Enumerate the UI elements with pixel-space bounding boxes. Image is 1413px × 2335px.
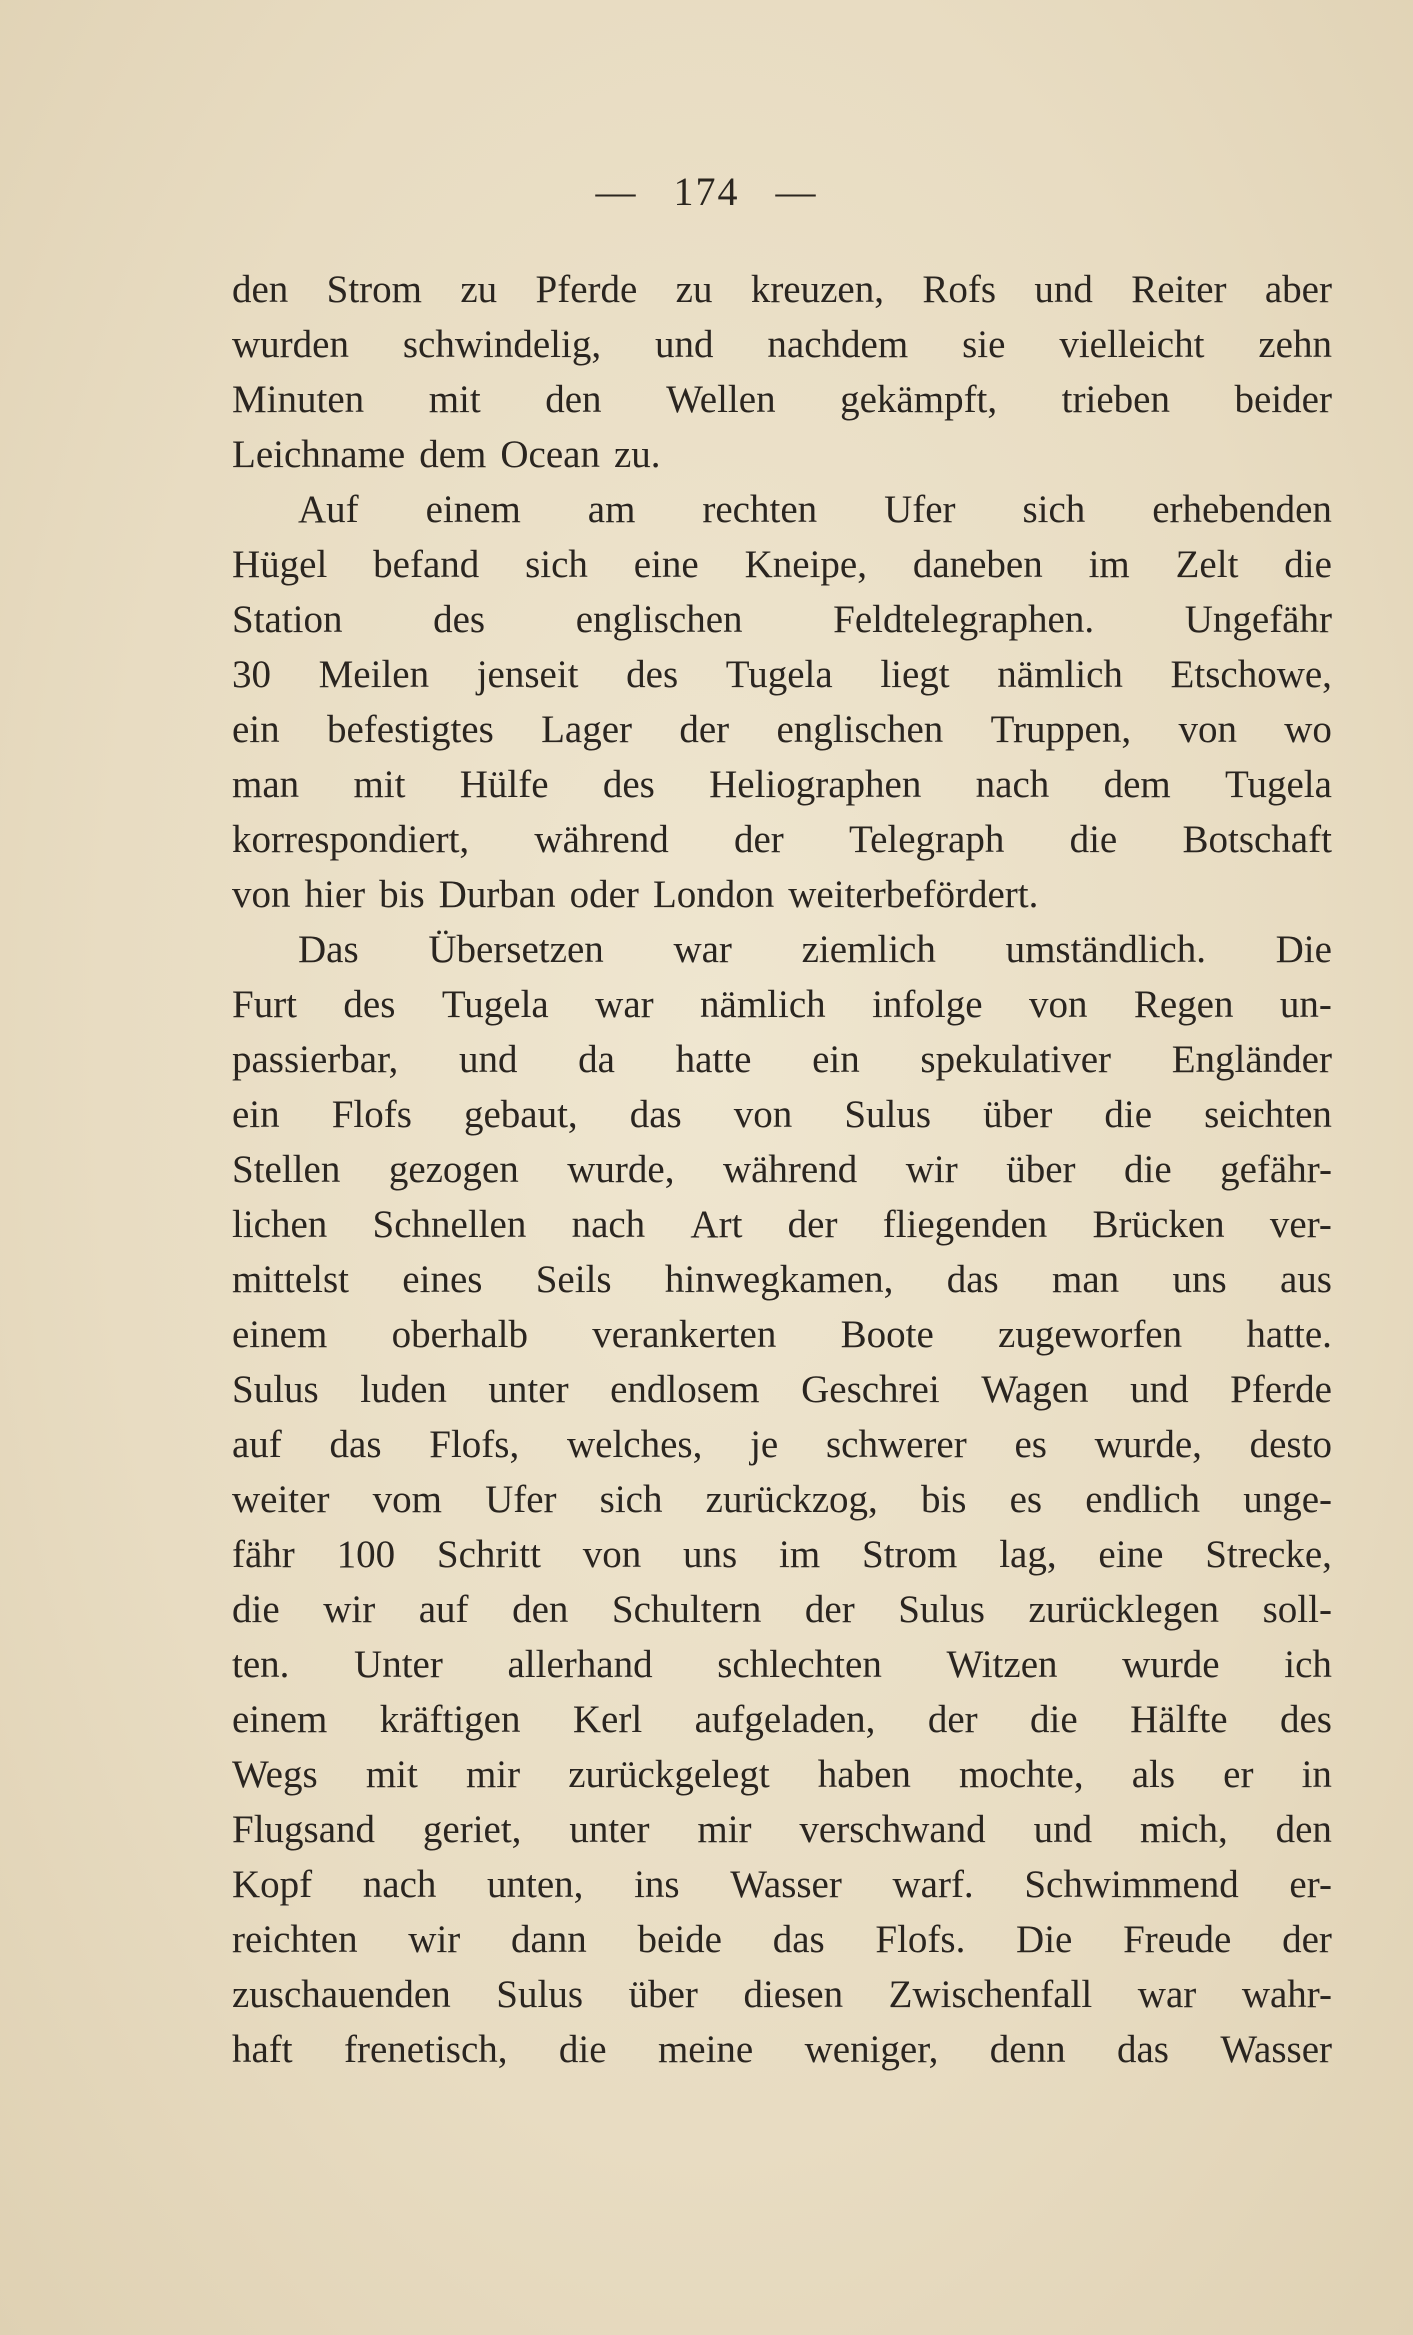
word: dem: [419, 433, 487, 476]
word: wo: [1284, 708, 1332, 751]
word: Schultern: [611, 1588, 762, 1631]
text-line: [232, 1527, 1332, 1582]
word: kräftigen: [379, 1698, 521, 1741]
text-line: [232, 1197, 1332, 1252]
word: Furt: [232, 983, 298, 1026]
word: Telegraph: [848, 818, 1005, 861]
word: ten.: [232, 1643, 290, 1686]
page-header: [0, 168, 1413, 215]
word: uns: [683, 1533, 738, 1576]
text-line: [232, 1747, 1332, 1802]
word: Engländer: [1171, 1038, 1332, 1081]
word: vielleicht: [1059, 323, 1205, 366]
word: Auf: [298, 488, 359, 531]
word: eine: [1098, 1533, 1164, 1576]
word: das: [772, 1918, 825, 1961]
text-line: [232, 647, 1332, 702]
word: Heliographen: [709, 763, 922, 806]
text-line: [232, 1417, 1332, 1472]
word: korrespondiert,: [232, 818, 470, 861]
word: ich: [1284, 1643, 1332, 1686]
word: über: [628, 1973, 698, 2016]
word: Hälfte: [1130, 1698, 1228, 1741]
word: welches,: [566, 1423, 703, 1466]
word: der: [927, 1698, 978, 1741]
word: Durban: [438, 873, 556, 916]
word: zurücklegen: [1028, 1588, 1220, 1631]
word: Wagen: [981, 1368, 1089, 1411]
word: beide: [637, 1918, 722, 1961]
word: unten,: [487, 1863, 584, 1906]
word: uns: [1172, 1258, 1227, 1301]
word: fähr: [232, 1533, 295, 1576]
word: dann: [511, 1918, 587, 1961]
word: unge-: [1243, 1478, 1332, 1521]
word: oberhalb: [391, 1313, 529, 1356]
word: passierbar,: [232, 1038, 399, 1081]
word: der: [733, 818, 784, 861]
word: wurde,: [567, 1148, 675, 1191]
word: un-: [1279, 983, 1332, 1026]
text-line: [232, 427, 1332, 482]
word: den: [1275, 1808, 1332, 1851]
word: Wegs: [232, 1753, 318, 1796]
word: daneben: [912, 543, 1043, 586]
word: zu.: [614, 433, 661, 476]
text-line: [232, 1802, 1332, 1857]
word: weiterbefördert.: [788, 873, 1039, 916]
word: hier: [304, 873, 366, 916]
word: als: [1131, 1753, 1176, 1796]
word: Kneipe,: [744, 543, 867, 586]
word: gezogen: [388, 1148, 519, 1191]
word: eine: [633, 543, 699, 586]
word: über: [983, 1093, 1053, 1136]
word: reichten: [232, 1918, 358, 1961]
word: kreuzen,: [750, 268, 884, 311]
word: Wasser: [730, 1863, 842, 1906]
word: hatte.: [1246, 1313, 1332, 1356]
word: ins: [634, 1863, 680, 1906]
word: mit: [353, 763, 406, 806]
word: Seils: [535, 1258, 612, 1301]
word: erhebenden: [1152, 488, 1332, 531]
word: Lager: [541, 708, 633, 751]
text-line: [232, 482, 1332, 537]
text-line: [232, 1307, 1332, 1362]
word: Pferde: [1230, 1368, 1332, 1411]
word: befestigtes: [326, 708, 494, 751]
word: mochte,: [959, 1753, 1084, 1796]
word: mir: [697, 1808, 752, 1851]
word: je: [750, 1423, 779, 1466]
word: der: [1282, 1918, 1332, 1961]
word: soll-: [1262, 1588, 1332, 1631]
word: liegt: [880, 653, 950, 696]
text-line: [232, 1967, 1332, 2022]
word: Minuten: [232, 378, 365, 421]
word: bis: [920, 1478, 967, 1521]
word: sich: [599, 1478, 663, 1521]
word: er-: [1289, 1863, 1332, 1906]
word: aufgeladen,: [694, 1698, 876, 1741]
word: nach: [571, 1203, 646, 1246]
text-line: [232, 1582, 1332, 1637]
word: man: [1052, 1258, 1120, 1301]
word: einem: [232, 1313, 328, 1356]
text-line: [232, 1087, 1332, 1142]
word: Rofs: [922, 268, 997, 311]
word: umständlich.: [1005, 928, 1206, 971]
word: das: [329, 1423, 382, 1466]
text-line: [232, 1472, 1332, 1527]
word: mir: [465, 1753, 521, 1796]
word: im: [1088, 543, 1130, 586]
word: bis: [379, 873, 425, 916]
word: 100: [336, 1533, 396, 1576]
word: ziemlich: [801, 928, 936, 971]
word: Tugela: [1225, 763, 1332, 806]
text-line: [232, 1032, 1332, 1087]
word: haben: [817, 1753, 911, 1796]
word: endlich: [1085, 1478, 1201, 1521]
word: Das: [298, 928, 359, 971]
word: Strecke,: [1205, 1533, 1332, 1576]
text-line: [232, 867, 1332, 922]
word: und: [655, 323, 714, 366]
word: des: [343, 983, 396, 1026]
word: das: [946, 1258, 999, 1301]
text-line: [232, 1912, 1332, 1967]
word: zu: [460, 268, 498, 311]
word: denn: [989, 2028, 1066, 2071]
word: einem: [425, 488, 521, 531]
word: Zwischenfall: [888, 1973, 1093, 2016]
word: zu: [675, 268, 713, 311]
word: von: [1178, 708, 1237, 751]
word: und: [1034, 268, 1093, 311]
word: war: [1137, 1973, 1197, 2016]
word: der: [787, 1203, 838, 1246]
word: englischen: [575, 598, 743, 641]
text-line: [232, 1692, 1332, 1747]
word: des: [1279, 1698, 1332, 1741]
text-line: [232, 537, 1332, 592]
word: mich,: [1139, 1808, 1228, 1851]
word: Die: [1016, 1918, 1073, 1961]
word: lichen: [232, 1203, 328, 1246]
word: zurückgelegt: [568, 1753, 770, 1796]
word: mit: [428, 378, 481, 421]
word: wir: [905, 1148, 958, 1191]
word: zuschauenden: [232, 1973, 451, 2016]
word: luden: [360, 1368, 447, 1411]
word: sich: [1022, 488, 1086, 531]
word: Strom: [326, 268, 423, 311]
word: Flugsand: [232, 1808, 376, 1851]
header-dash-right: —: [775, 169, 818, 214]
word: endlosem: [610, 1368, 760, 1411]
word: Meilen: [318, 653, 430, 696]
word: beider: [1234, 378, 1332, 421]
word: ver-: [1269, 1203, 1332, 1246]
word: Station: [232, 598, 343, 641]
word: Witzen: [946, 1643, 1058, 1686]
word: unter: [488, 1368, 569, 1411]
word: Botschaft: [1182, 818, 1332, 861]
word: der: [804, 1588, 855, 1631]
word: befand: [373, 543, 480, 586]
word: vom: [372, 1478, 442, 1521]
word: zehn: [1258, 323, 1332, 366]
word: nach: [362, 1863, 437, 1906]
word: infolge: [872, 983, 983, 1026]
word: man: [232, 763, 300, 806]
page-number: 174: [673, 169, 740, 214]
word: nämlich: [997, 653, 1123, 696]
word: da: [578, 1038, 615, 1081]
word: den: [545, 378, 602, 421]
text-line: [232, 1857, 1332, 1912]
word: nach: [975, 763, 1050, 806]
word: wurden: [232, 323, 349, 366]
word: verankerten: [592, 1313, 777, 1356]
word: wurde: [1122, 1643, 1220, 1686]
word: des: [626, 653, 679, 696]
word: während: [534, 818, 669, 861]
word: Schwimmend: [1024, 1863, 1239, 1906]
word: weniger,: [804, 2028, 939, 2071]
text-line: [232, 592, 1332, 647]
word: haft: [232, 2028, 293, 2071]
word: wurde,: [1094, 1423, 1202, 1466]
word: hinwegkamen,: [664, 1258, 894, 1301]
word: Ufer: [485, 1478, 557, 1521]
word: gefähr-: [1220, 1148, 1332, 1191]
word: verschwand: [799, 1808, 986, 1851]
word: fliegenden: [882, 1203, 1048, 1246]
word: die: [1123, 1148, 1172, 1191]
word: und: [458, 1038, 518, 1081]
word: Kopf: [232, 1863, 313, 1906]
word: Wellen: [666, 378, 776, 421]
word: lag,: [999, 1533, 1057, 1576]
word: ein: [232, 708, 280, 751]
word: spekulativer: [920, 1038, 1112, 1081]
word: meine: [657, 2028, 754, 2071]
word: Leichname: [232, 433, 406, 476]
word: wir: [323, 1588, 376, 1631]
word: Übersetzen: [428, 928, 604, 971]
word: die: [1104, 1093, 1153, 1136]
word: die: [558, 2028, 607, 2071]
word: die: [1069, 818, 1118, 861]
word: auf: [232, 1423, 282, 1466]
text-line: [232, 2022, 1332, 2077]
word: mit: [365, 1753, 418, 1796]
word: Boote: [840, 1313, 934, 1356]
word: Schnellen: [372, 1203, 527, 1246]
word: trieben: [1061, 378, 1170, 421]
word: Sulus: [844, 1093, 932, 1136]
word: 30: [232, 653, 271, 696]
text-line: [232, 317, 1332, 372]
word: sich: [525, 543, 588, 586]
text-line: [232, 262, 1332, 317]
word: das: [629, 1093, 682, 1136]
word: schlechten: [717, 1643, 882, 1686]
word: schwindelig,: [402, 323, 602, 366]
word: hatte: [675, 1038, 752, 1081]
word: von: [582, 1533, 642, 1576]
word: von: [232, 873, 291, 916]
word: warf.: [892, 1863, 974, 1906]
word: war: [673, 928, 732, 971]
word: von: [1028, 983, 1088, 1026]
word: Ocean: [500, 433, 600, 476]
word: Tugela: [441, 983, 549, 1026]
word: Strom: [862, 1533, 958, 1576]
word: Ungefähr: [1184, 598, 1332, 641]
word: Freude: [1123, 1918, 1232, 1961]
word: Truppen,: [990, 708, 1132, 751]
text-line: [232, 372, 1332, 427]
word: über: [1006, 1148, 1076, 1191]
word: Sulus: [898, 1588, 985, 1631]
word: Sulus: [496, 1973, 583, 2016]
word: Etschowe,: [1170, 653, 1332, 696]
text-line: [232, 702, 1332, 757]
word: Brücken: [1092, 1203, 1225, 1246]
word: Kerl: [572, 1698, 643, 1741]
text-line: [232, 757, 1332, 812]
word: jenseit: [476, 653, 579, 696]
word: Flofs: [331, 1093, 412, 1136]
word: Geschrei: [801, 1368, 940, 1411]
word: am: [587, 488, 636, 531]
word: zugeworfen: [998, 1313, 1183, 1356]
text-line: [232, 922, 1332, 977]
word: und: [1130, 1368, 1189, 1411]
word: gekämpft,: [840, 378, 998, 421]
word: Reiter: [1131, 268, 1227, 311]
word: Hügel: [232, 543, 328, 586]
word: sie: [962, 323, 1006, 366]
word: gebaut,: [463, 1093, 578, 1136]
word: englischen: [776, 708, 944, 751]
word: das: [1116, 2028, 1169, 2071]
word: einem: [232, 1698, 328, 1741]
word: Unter: [354, 1643, 443, 1686]
word: geriet,: [422, 1808, 522, 1851]
word: schwerer: [825, 1423, 967, 1466]
word: aber: [1264, 268, 1332, 311]
word: unter: [569, 1808, 650, 1851]
word: wahr-: [1241, 1973, 1332, 2016]
word: die: [232, 1588, 280, 1631]
word: Schritt: [436, 1533, 541, 1576]
text-line: [232, 1142, 1332, 1197]
word: der: [679, 708, 730, 751]
word: Flofs,: [429, 1423, 520, 1466]
word: Flofs.: [875, 1918, 966, 1961]
word: allerhand: [507, 1643, 653, 1686]
word: die: [1030, 1698, 1078, 1741]
word: Regen: [1133, 983, 1234, 1026]
word: London: [652, 873, 775, 916]
word: Art: [690, 1203, 743, 1246]
word: in: [1301, 1753, 1332, 1796]
word: seichten: [1204, 1093, 1332, 1136]
word: des: [602, 763, 655, 806]
text-line: [232, 1252, 1332, 1307]
word: frenetisch,: [344, 2028, 508, 2071]
word: eines: [402, 1258, 483, 1301]
word: dem: [1103, 763, 1171, 806]
word: Die: [1275, 928, 1332, 971]
word: auf: [418, 1588, 469, 1631]
word: Feldtelegraphen.: [833, 598, 1095, 641]
word: zurückzog,: [705, 1478, 878, 1521]
word: nämlich: [700, 983, 826, 1026]
word: er: [1223, 1753, 1254, 1796]
word: aus: [1279, 1258, 1332, 1301]
word: Ufer: [884, 488, 956, 531]
body-text: [232, 262, 1332, 2077]
word: den: [512, 1588, 569, 1631]
word: weiter: [232, 1478, 330, 1521]
text-line: [232, 812, 1332, 867]
word: Tugela: [725, 653, 833, 696]
word: während: [722, 1148, 858, 1191]
word: war: [595, 983, 654, 1026]
word: Wasser: [1220, 2028, 1332, 2071]
word: ein: [232, 1093, 280, 1136]
word: und: [1033, 1808, 1093, 1851]
word: diesen: [743, 1973, 844, 2016]
word: Pferde: [535, 268, 638, 311]
word: wir: [408, 1918, 461, 1961]
word: mittelst: [232, 1258, 349, 1301]
word: rechten: [702, 488, 818, 531]
word: die: [1284, 543, 1332, 586]
word: von: [733, 1093, 793, 1136]
word: im: [779, 1533, 821, 1576]
word: es: [1014, 1423, 1047, 1466]
word: den: [232, 268, 289, 311]
word: ein: [812, 1038, 860, 1081]
word: des: [433, 598, 486, 641]
word: desto: [1249, 1423, 1332, 1466]
header-dash-left: —: [595, 169, 638, 214]
word: es: [1009, 1478, 1043, 1521]
text-line: [232, 1637, 1332, 1692]
word: oder: [569, 873, 639, 916]
word: Sulus: [232, 1368, 319, 1411]
word: nachdem: [767, 323, 909, 366]
text-line: [232, 1362, 1332, 1417]
word: Hülfe: [459, 763, 549, 806]
word: Zelt: [1175, 543, 1239, 586]
word: Stellen: [232, 1148, 341, 1191]
text-line: [232, 977, 1332, 1032]
